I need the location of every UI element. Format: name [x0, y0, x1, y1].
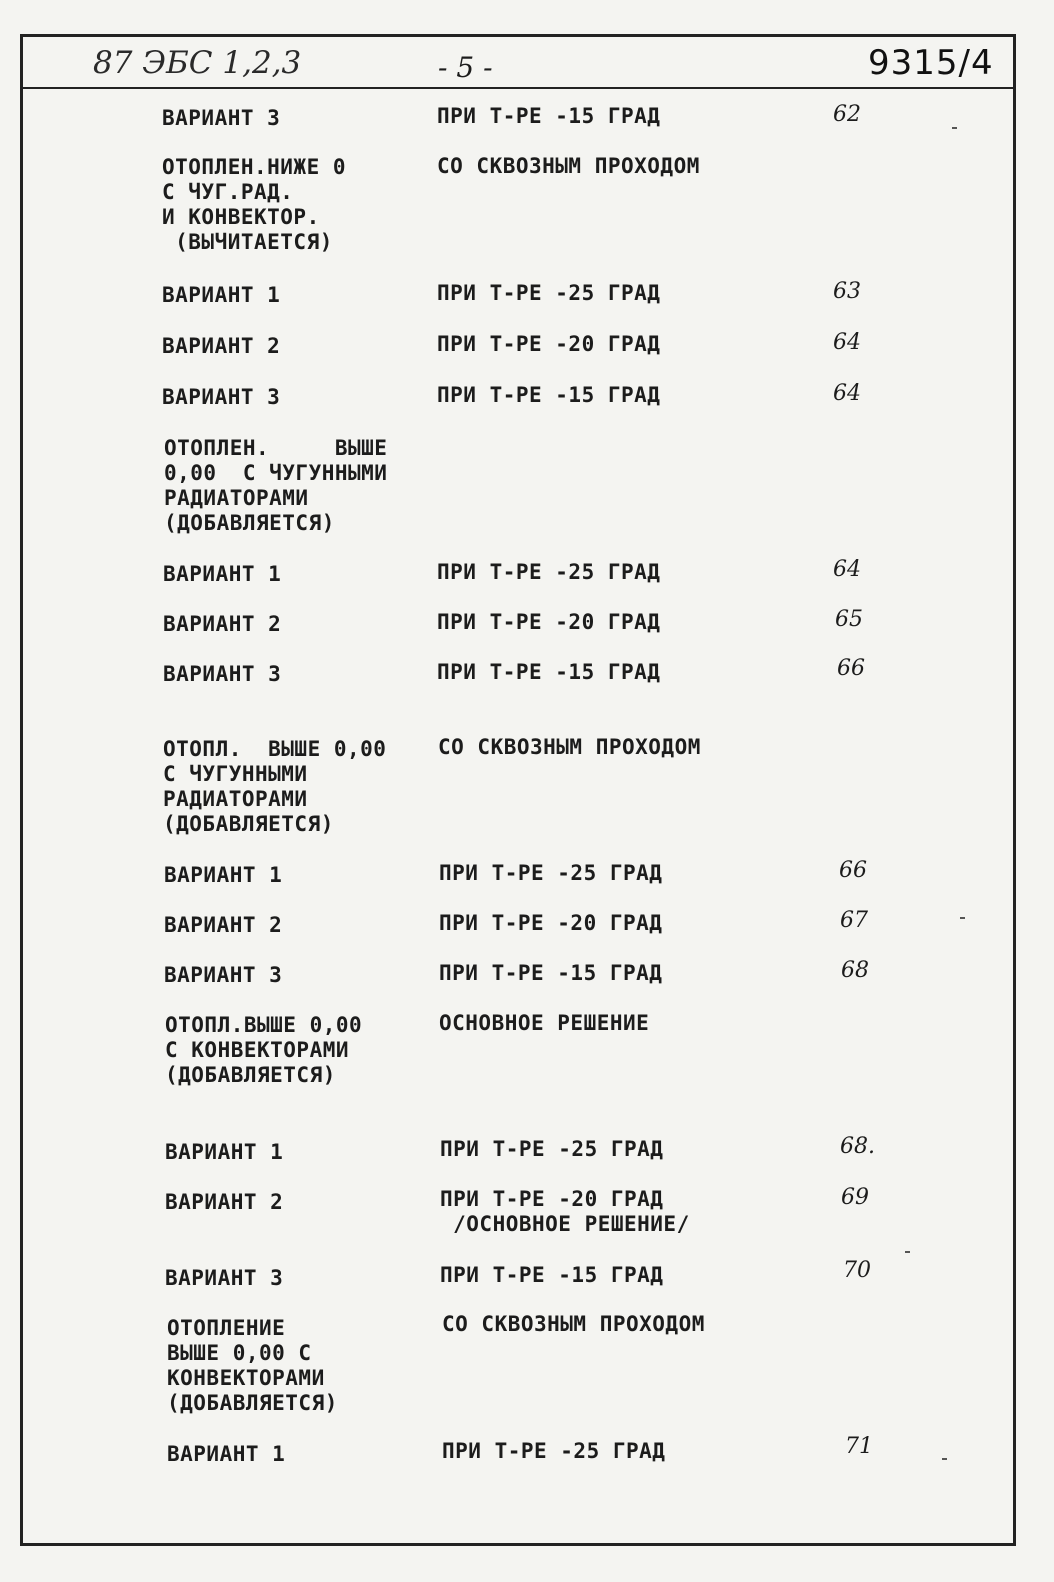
header-divider	[23, 87, 1013, 89]
row-left-label: ВАРИАНТ 1	[165, 1140, 284, 1164]
row-page-ref: 67	[840, 908, 868, 933]
row-left-label: ОТОПЛЕН.НИЖЕ 0 С ЧУГ.РАД. И КОНВЕКТОР. (ВЫЧИТАЕТСЯ)	[162, 155, 347, 254]
row-page-ref: 64	[833, 557, 861, 582]
row-page-ref: 68	[841, 958, 869, 983]
row-left-label: ВАРИАНТ 2	[162, 334, 281, 358]
document-number: 9315/4	[868, 43, 994, 83]
row-left-label: ВАРИАНТ 2	[163, 612, 282, 636]
row-page-ref: 68.	[840, 1134, 875, 1159]
row-left-label: ОТОПЛЕН. ВЫШЕ 0,00 С ЧУГУННЫМИ РАДИАТОРАМИ (ДОБАВЛЯЕТСЯ)	[164, 436, 388, 535]
scan-speck	[942, 1458, 947, 1460]
row-right-label: ПРИ Т-РЕ -25 ГРАД	[437, 281, 661, 305]
row-page-ref: 63	[833, 279, 861, 304]
row-left-label: ВАРИАНТ 3	[163, 662, 282, 686]
row-page-ref: 64	[833, 381, 861, 406]
row-page-ref: 64	[833, 330, 861, 355]
row-left-label: ВАРИАНТ 2	[164, 913, 283, 937]
row-right-label: ПРИ Т-РЕ -15 ГРАД	[437, 660, 661, 684]
row-right-label: ПРИ Т-РЕ -20 ГРАД	[437, 610, 661, 634]
row-left-label: ВАРИАНТ 1	[162, 283, 281, 307]
row-left-label: ВАРИАНТ 3	[164, 963, 283, 987]
row-right-label: СО СКВОЗНЫМ ПРОХОДОМ	[438, 735, 701, 759]
row-right-label: ПРИ Т-РЕ -20 ГРАД	[437, 332, 661, 356]
row-right-label: ПРИ Т-РЕ -25 ГРАД	[439, 861, 663, 885]
scan-speck	[952, 127, 957, 129]
row-left-label: ВАРИАНТ 2	[165, 1190, 284, 1214]
row-right-label: ПРИ Т-РЕ -25 ГРАД	[437, 560, 661, 584]
row-left-label: ВАРИАНТ 1	[163, 562, 282, 586]
row-page-ref: 71	[845, 1434, 873, 1459]
row-left-label: ВАРИАНТ 1	[167, 1442, 286, 1466]
row-page-ref: 69	[841, 1185, 869, 1210]
row-right-label: ПРИ Т-РЕ -25 ГРАД	[442, 1439, 666, 1463]
page-number: - 5 -	[438, 51, 493, 84]
row-right-label: ПРИ Т-РЕ -25 ГРАД	[440, 1137, 664, 1161]
row-left-label: ОТОПЛ. ВЫШЕ 0,00 С ЧУГУННЫМИ РАДИАТОРАМИ (ДОБАВЛЯЕТСЯ)	[163, 737, 387, 836]
row-page-ref: 70	[843, 1258, 871, 1283]
row-page-ref: 66	[837, 656, 865, 681]
row-right-label: ПРИ Т-РЕ -15 ГРАД	[437, 383, 661, 407]
scan-speck	[960, 917, 965, 919]
row-left-label: ОТОПЛЕНИЕ ВЫШЕ 0,00 С КОНВЕКТОРАМИ (ДОБАВЛЯЕТСЯ)	[167, 1316, 338, 1415]
row-right-label: ПРИ Т-РЕ -15 ГРАД	[440, 1263, 664, 1287]
row-left-label: ВАРИАНТ 3	[165, 1266, 284, 1290]
row-page-ref: 62	[833, 102, 861, 127]
row-left-label: ВАРИАНТ 1	[164, 863, 283, 887]
row-right-label: СО СКВОЗНЫМ ПРОХОДОМ	[437, 154, 700, 178]
row-left-label: ВАРИАНТ 3	[162, 385, 281, 409]
scan-speck	[905, 1251, 910, 1253]
row-right-label: ПРИ Т-РЕ -20 ГРАД	[439, 911, 663, 935]
row-right-label: ПРИ Т-РЕ -15 ГРАД	[439, 961, 663, 985]
row-right-label: ПРИ Т-РЕ -15 ГРАД	[437, 104, 661, 128]
row-page-ref: 66	[839, 858, 867, 883]
row-page-ref: 65	[835, 607, 863, 632]
row-left-label: ОТОПЛ.ВЫШЕ 0,00 С КОНВЕКТОРАМИ (ДОБАВЛЯЕТСЯ)	[165, 1013, 363, 1087]
row-right-label: СО СКВОЗНЫМ ПРОХОДОМ	[442, 1312, 705, 1336]
document-code: 87 ЭБС 1,2,3	[93, 45, 302, 81]
row-left-label: ВАРИАНТ 3	[162, 106, 281, 130]
row-right-label: ОСНОВНОЕ РЕШЕНИЕ	[439, 1011, 650, 1035]
row-right-label: ПРИ Т-РЕ -20 ГРАД /ОСНОВНОЕ РЕШЕНИЕ/	[440, 1187, 690, 1236]
